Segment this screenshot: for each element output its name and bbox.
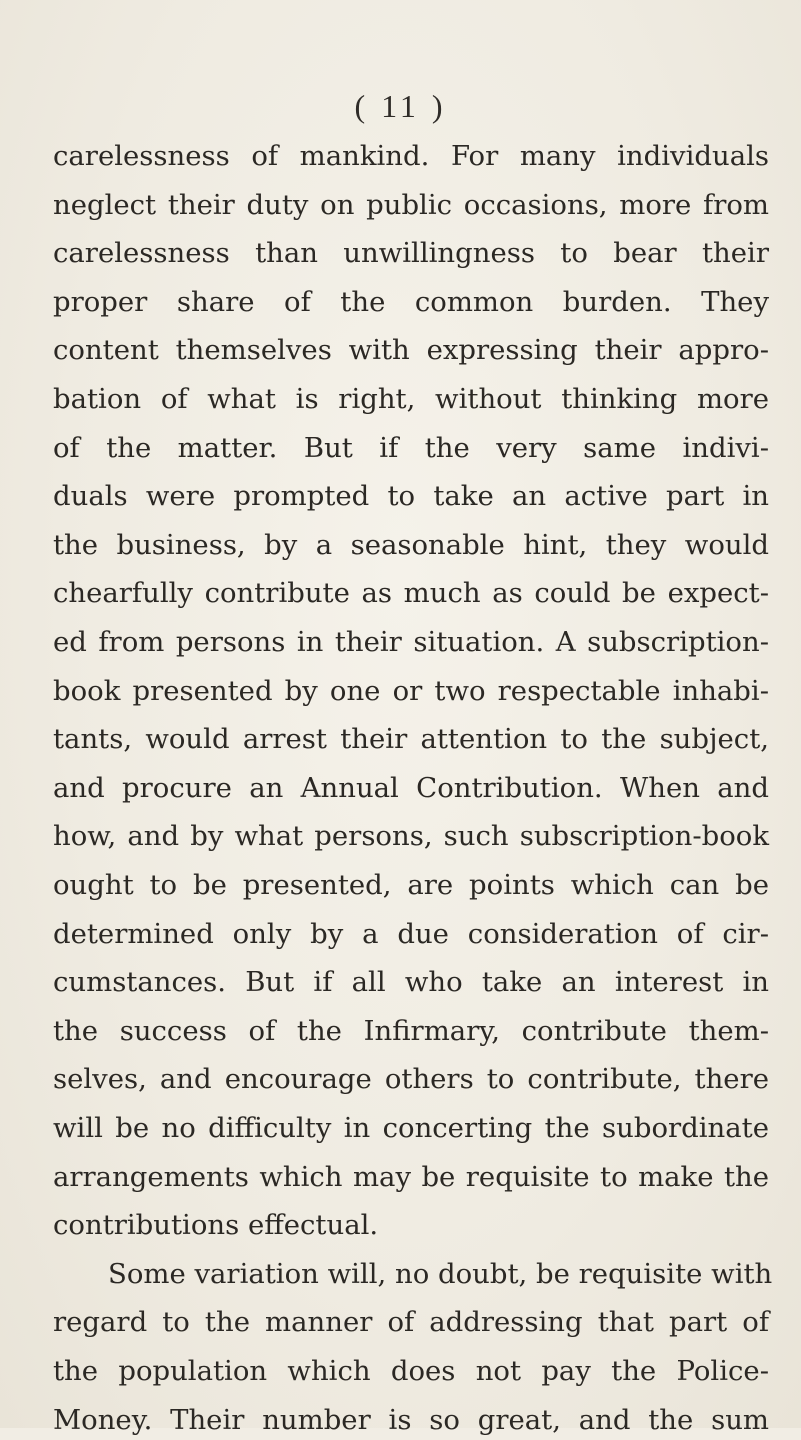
- text-line: and procure an Annual Contribution. When and: [53, 771, 769, 804]
- text-line: carelessness of mankind. For many individuals: [53, 140, 769, 172]
- text-line: the success of the Infirmary, contribute them-: [53, 1014, 769, 1047]
- text-line: selves, and encourage others to contribute, there: [53, 1063, 769, 1096]
- text-line: determined only by a due consideration of cir-: [53, 917, 769, 950]
- text-line: carelessness than unwillingness to bear their: [53, 237, 769, 270]
- page-number: ( 11 ): [354, 88, 447, 124]
- text-line: contributions effectual.: [53, 1209, 379, 1242]
- text-line: will be no difficulty in concerting the subordinate: [53, 1112, 769, 1144]
- text-line: the business, by a seasonable hint, they would: [53, 528, 769, 561]
- text-line: chearfully contribute as much as could be expect-: [53, 577, 769, 610]
- text-line: duals were prompted to take an active part in: [53, 480, 769, 513]
- text-line: how, and by what persons, such subscription-book: [53, 820, 769, 853]
- text-line: Money. Their number is so great, and the sum: [53, 1403, 769, 1436]
- text-line: the population which does not pay the Police-: [53, 1355, 769, 1387]
- text-line: ought to be presented, are points which can be: [53, 869, 769, 901]
- text-line: Some variation will, no doubt, be requisite with: [108, 1257, 773, 1290]
- text-line: book presented by one or two respectable inhabi-: [53, 674, 769, 707]
- text-line: tants, would arrest their attention to the subject,: [53, 723, 769, 756]
- text-line: proper share of the common burden. They: [53, 285, 769, 318]
- text-line: cumstances. But if all who take an interest in: [53, 966, 769, 999]
- text-line: of the matter. But if the very same indivi-: [53, 431, 769, 464]
- text-line: content themselves with expressing their appro-: [53, 334, 769, 367]
- text-line: neglect their duty on public occasions, more from: [53, 188, 769, 221]
- text-line: bation of what is right, without thinking more: [53, 383, 769, 415]
- text-line: regard to the manner of addressing that part of: [53, 1306, 769, 1339]
- text-line: ed from persons in their situation. A subscription-: [53, 626, 769, 658]
- text-line: arrangements which may be requisite to make the: [53, 1160, 769, 1193]
